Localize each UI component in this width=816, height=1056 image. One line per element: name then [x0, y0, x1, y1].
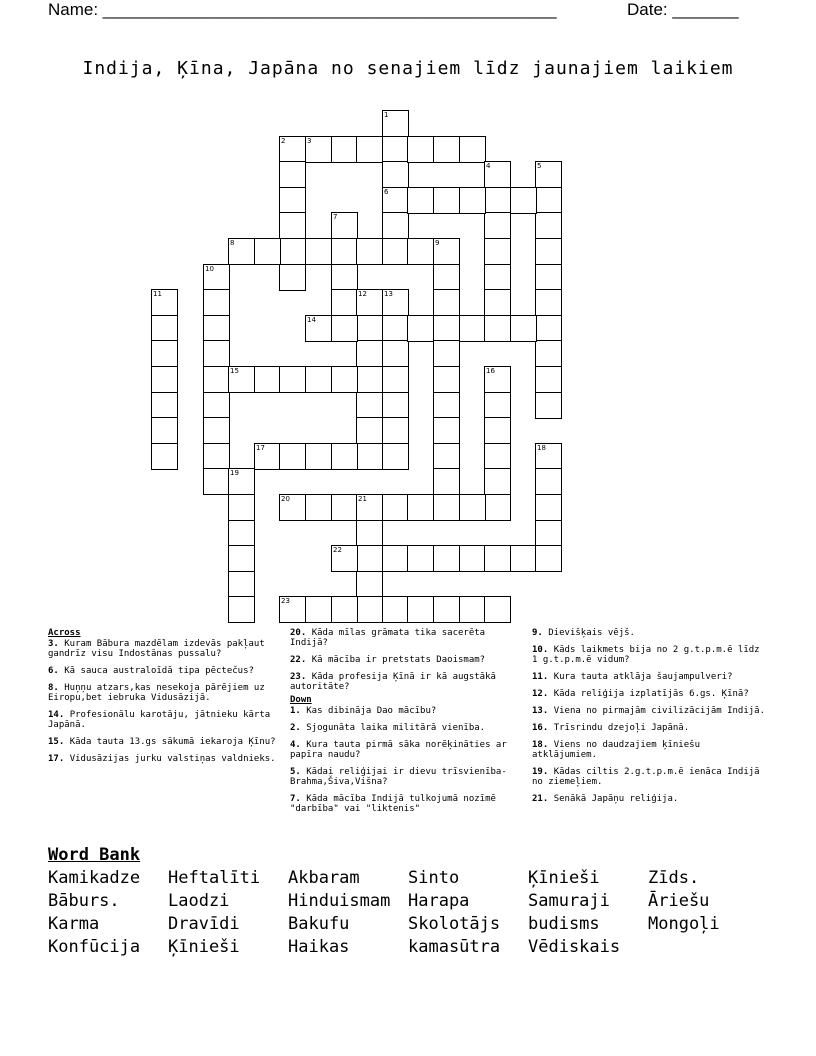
clue-across-8: 8. Huņņu atzars,kas nesekoja pārējiem uz Eiropu,bet iebruka Vidusāzijā. — [48, 683, 265, 703]
name-field[interactable]: Name: ________________________________________________ — [48, 0, 557, 19]
clue-number: 15 — [230, 367, 239, 375]
grid-cell[interactable] — [203, 264, 230, 291]
word-bank-word: Dravīdi — [168, 914, 240, 934]
grid-cell[interactable] — [382, 315, 409, 342]
clue-number: 10 — [205, 265, 214, 273]
grid-cell[interactable] — [484, 315, 511, 342]
grid-cell[interactable] — [279, 136, 306, 163]
grid-cell[interactable] — [279, 238, 306, 265]
grid-cell[interactable] — [356, 315, 383, 342]
grid-cell[interactable] — [151, 289, 178, 316]
grid-cell[interactable] — [459, 315, 486, 342]
grid-cell[interactable] — [382, 443, 409, 470]
word-bank-word: Laodzi — [168, 891, 230, 911]
grid-cell[interactable] — [535, 238, 562, 265]
grid-cell[interactable] — [279, 366, 306, 393]
grid-cell[interactable] — [535, 187, 562, 214]
clue-down-13: 13. Viena no pirmajām civilizācijām Indijā. — [532, 706, 766, 716]
grid-cell[interactable] — [433, 417, 460, 444]
grid-cell[interactable] — [459, 494, 486, 521]
clue-number: 18 — [537, 444, 546, 452]
grid-cell[interactable] — [356, 340, 383, 367]
grid-cell[interactable] — [254, 238, 281, 265]
grid-cell[interactable] — [203, 468, 230, 495]
grid-cell[interactable] — [279, 596, 306, 623]
grid-cell[interactable] — [407, 187, 434, 214]
grid-cell[interactable] — [433, 187, 460, 214]
grid-cell[interactable] — [151, 443, 178, 470]
grid-cell[interactable] — [203, 392, 230, 419]
grid-cell[interactable] — [510, 315, 537, 342]
clue-number: 13 — [384, 290, 393, 298]
word-bank-word: Bakufu — [288, 914, 350, 934]
grid-cell[interactable] — [331, 212, 358, 239]
clue-number: 17 — [256, 444, 265, 452]
grid-cell[interactable] — [459, 545, 486, 572]
grid-cell[interactable] — [356, 520, 383, 547]
grid-cell[interactable] — [382, 417, 409, 444]
grid-cell[interactable] — [305, 238, 332, 265]
grid-cell[interactable] — [228, 468, 255, 495]
clue-across-15: 15. Kāda tauta 13.gs sākumā iekaroja Ķīnu? — [48, 737, 276, 747]
grid-cell[interactable] — [228, 571, 255, 598]
grid-cell[interactable] — [279, 494, 306, 521]
grid-cell[interactable] — [305, 494, 332, 521]
grid-cell[interactable] — [510, 187, 537, 214]
clue-across-6: 6. Kā sauca australoīdā tipa pēctečus? — [48, 666, 254, 676]
grid-cell[interactable] — [433, 264, 460, 291]
grid-cell[interactable] — [433, 596, 460, 623]
grid-cell[interactable] — [228, 596, 255, 623]
grid-cell[interactable] — [382, 392, 409, 419]
grid-cell[interactable] — [484, 468, 511, 495]
word-bank-word: Konfūcija — [48, 937, 141, 957]
grid-cell[interactable] — [382, 340, 409, 367]
grid-cell[interactable] — [331, 289, 358, 316]
grid-cell[interactable] — [407, 136, 434, 163]
grid-cell[interactable] — [305, 443, 332, 470]
grid-cell[interactable] — [279, 212, 306, 239]
grid-cell[interactable] — [382, 238, 409, 265]
grid-cell[interactable] — [535, 212, 562, 239]
grid-cell[interactable] — [228, 366, 255, 393]
clue-down-21: 21. Senākā Japāņu reliģija. — [532, 794, 679, 804]
clue-number: 23 — [281, 597, 290, 605]
grid-cell[interactable] — [203, 340, 230, 367]
grid-cell[interactable] — [484, 161, 511, 188]
clue-across-17: 17. Vidusāzijas jurku valstiņas valdnieks. — [48, 754, 276, 764]
grid-cell[interactable] — [407, 545, 434, 572]
grid-cell[interactable] — [356, 417, 383, 444]
grid-cell[interactable] — [203, 443, 230, 470]
date-field[interactable]: Date: _______ — [627, 0, 739, 19]
grid-cell[interactable] — [254, 366, 281, 393]
grid-cell[interactable] — [382, 136, 409, 163]
grid-cell[interactable] — [433, 238, 460, 265]
grid-cell[interactable] — [279, 443, 306, 470]
word-bank-word: budisms — [528, 914, 600, 934]
grid-cell[interactable] — [535, 520, 562, 547]
grid-cell[interactable] — [433, 136, 460, 163]
word-bank-word: Samuraji — [528, 891, 610, 911]
grid-cell[interactable] — [382, 366, 409, 393]
word-bank-word: Kamikadze — [48, 868, 141, 888]
grid-cell[interactable] — [484, 366, 511, 393]
grid-cell[interactable] — [151, 366, 178, 393]
grid-cell[interactable] — [203, 417, 230, 444]
clue-down-5: 5. Kādai reliģijai ir dievu trīsvienība-Brahma,Šiva,Višna? — [290, 767, 507, 787]
grid-cell[interactable] — [356, 392, 383, 419]
grid-cell[interactable] — [535, 289, 562, 316]
clue-across-14: 14. Profesionālu karotāju, jātnieku kārta Japānā. — [48, 710, 271, 730]
grid-cell[interactable] — [331, 443, 358, 470]
clue-across-23: 23. Kāda profesija Ķīnā ir kā augstākā autoritāte? — [290, 672, 496, 692]
clue-across-22: 22. Kā mācība ir pretstats Daoismam? — [290, 655, 486, 665]
across-heading: Across — [48, 628, 81, 638]
word-bank-word: Zīds. — [648, 868, 700, 888]
word-bank-word: Karma — [48, 914, 100, 934]
grid-cell[interactable] — [433, 315, 460, 342]
grid-cell[interactable] — [535, 545, 562, 572]
grid-cell[interactable] — [305, 315, 332, 342]
grid-cell[interactable] — [331, 545, 358, 572]
word-bank-word: kamasūtra — [408, 937, 501, 957]
clue-down-1: 1. Kas dibināja Dao mācību? — [290, 706, 437, 716]
clue-number: 11 — [153, 290, 162, 298]
grid-cell[interactable] — [356, 494, 383, 521]
grid-cell[interactable] — [459, 187, 486, 214]
clue-down-18: 18. Viens no daudzajiem ķīniešu atklājumiem. — [532, 740, 700, 760]
clue-number: 20 — [281, 495, 290, 503]
clue-down-16: 16. Trīsrindu dzejoļi Japānā. — [532, 723, 690, 733]
word-bank-title: Word Bank — [48, 845, 141, 865]
grid-cell[interactable] — [203, 315, 230, 342]
clue-down-11: 11. Kura tauta atklāja šaujampulveri? — [532, 672, 733, 682]
grid-cell[interactable] — [484, 187, 511, 214]
grid-cell[interactable] — [535, 264, 562, 291]
grid-cell[interactable] — [433, 366, 460, 393]
grid-cell[interactable] — [305, 136, 332, 163]
grid-cell[interactable] — [279, 187, 306, 214]
clue-number: 12 — [358, 290, 367, 298]
grid-cell[interactable] — [331, 596, 358, 623]
grid-cell[interactable] — [331, 366, 358, 393]
grid-cell[interactable] — [356, 366, 383, 393]
grid-cell[interactable] — [356, 443, 383, 470]
grid-cell[interactable] — [484, 545, 511, 572]
grid-cell[interactable] — [382, 161, 409, 188]
grid-cell[interactable] — [356, 238, 383, 265]
clue-down-7: 7. Kāda mācība Indijā tulkojumā nozīmē "darbība" vai "liktenis" — [290, 794, 496, 814]
word-bank-row — [48, 868, 768, 891]
grid-cell[interactable] — [433, 494, 460, 521]
grid-cell[interactable] — [203, 289, 230, 316]
clues-column-3 — [532, 628, 768, 811]
grid-cell[interactable] — [228, 520, 255, 547]
clue-number: 8 — [230, 239, 235, 247]
grid-cell[interactable] — [433, 443, 460, 470]
word-bank-word: Āriešu — [648, 891, 710, 911]
grid-cell[interactable] — [433, 392, 460, 419]
grid-cell[interactable] — [407, 238, 434, 265]
clue-number: 22 — [333, 546, 342, 554]
clue-number: 19 — [230, 469, 239, 477]
word-bank-word: Ķīnieši — [528, 868, 600, 888]
word-bank-word: Heftalīti — [168, 868, 261, 888]
clue-number: 4 — [486, 162, 491, 170]
clue-down-10: 10. Kāds laikmets bija no 2 g.t.p.m.ē līdz 1 g.t.p.m.ē vidum? — [532, 645, 760, 665]
clue-across-20: 20. Kāda mīlas grāmata tika sacerēta Indijā? — [290, 628, 486, 648]
grid-cell[interactable] — [433, 289, 460, 316]
grid-cell[interactable] — [484, 289, 511, 316]
grid-cell[interactable] — [433, 468, 460, 495]
grid-cell[interactable] — [382, 212, 409, 239]
grid-cell[interactable] — [433, 340, 460, 367]
grid-cell[interactable] — [484, 264, 511, 291]
grid-cell[interactable] — [382, 289, 409, 316]
grid-cell[interactable] — [356, 136, 383, 163]
clues-column-2 — [290, 628, 526, 821]
grid-cell[interactable] — [305, 366, 332, 393]
grid-cell[interactable] — [484, 238, 511, 265]
grid-cell[interactable] — [203, 366, 230, 393]
clue-down-19: 19. Kādas ciltis 2.g.t.p.m.ē ienāca Indijā no ziemeļiem. — [532, 767, 760, 787]
grid-cell[interactable] — [535, 443, 562, 470]
grid-cell[interactable] — [151, 315, 178, 342]
grid-cell[interactable] — [433, 545, 460, 572]
grid-cell[interactable] — [356, 289, 383, 316]
clue-down-12: 12. Kāda reliģija izplatījās 6.gs. Ķīnā? — [532, 689, 749, 699]
grid-cell[interactable] — [228, 494, 255, 521]
grid-cell[interactable] — [228, 545, 255, 572]
grid-cell[interactable] — [305, 596, 332, 623]
grid-cell[interactable] — [382, 494, 409, 521]
grid-cell[interactable] — [279, 264, 306, 291]
word-bank — [48, 868, 768, 960]
grid-cell[interactable] — [382, 187, 409, 214]
grid-cell[interactable] — [484, 494, 511, 521]
clue-number: 1 — [384, 111, 389, 119]
grid-cell[interactable] — [510, 545, 537, 572]
clue-number: 9 — [435, 239, 440, 247]
word-bank-word: Skolotājs — [408, 914, 501, 934]
grid-cell[interactable] — [535, 366, 562, 393]
grid-cell[interactable] — [382, 596, 409, 623]
word-bank-row — [48, 914, 768, 937]
clue-number: 14 — [307, 316, 316, 324]
grid-cell[interactable] — [228, 238, 255, 265]
grid-cell[interactable] — [459, 136, 486, 163]
grid-cell[interactable] — [535, 392, 562, 419]
grid-cell[interactable] — [535, 494, 562, 521]
clue-number: 16 — [486, 367, 495, 375]
clue-down-4: 4. Kura tauta pirmā sāka norēķināties ar papīra naudu? — [290, 740, 507, 760]
clue-down-2: 2. Sjogunāta laika militārā vienība. — [290, 723, 486, 733]
word-bank-word: Ķīnieši — [168, 937, 240, 957]
grid-cell[interactable] — [356, 571, 383, 598]
grid-cell[interactable] — [407, 596, 434, 623]
grid-cell[interactable] — [484, 417, 511, 444]
clue-number: 5 — [537, 162, 542, 170]
grid-cell[interactable] — [535, 340, 562, 367]
grid-cell[interactable] — [331, 238, 358, 265]
word-bank-word: Mongoļi — [648, 914, 720, 934]
word-bank-word: Hinduismam — [288, 891, 391, 911]
clue-number: 7 — [333, 213, 338, 221]
grid-cell[interactable] — [535, 161, 562, 188]
grid-cell[interactable] — [407, 315, 434, 342]
grid-cell[interactable] — [484, 443, 511, 470]
word-bank-word: Akbaram — [288, 868, 360, 888]
clue-number: 21 — [358, 495, 367, 503]
word-bank-word: Bāburs. — [48, 891, 120, 911]
grid-cell[interactable] — [535, 315, 562, 342]
clues-column-1 — [48, 628, 280, 771]
grid-cell[interactable] — [382, 545, 409, 572]
word-bank-row — [48, 891, 768, 914]
grid-cell[interactable] — [151, 392, 178, 419]
word-bank-word: Vēdiskais — [528, 937, 621, 957]
word-bank-word: Sinto — [408, 868, 460, 888]
clue-number: 6 — [384, 188, 389, 196]
clue-number: 2 — [281, 137, 286, 145]
grid-cell[interactable] — [484, 596, 511, 623]
grid-cell[interactable] — [459, 596, 486, 623]
grid-cell[interactable] — [484, 392, 511, 419]
grid-cell[interactable] — [331, 494, 358, 521]
grid-cell[interactable] — [382, 110, 409, 137]
grid-cell[interactable] — [331, 136, 358, 163]
word-bank-word: Harapa — [408, 891, 470, 911]
down-heading: Down — [290, 695, 312, 705]
grid-cell[interactable] — [484, 212, 511, 239]
grid-cell[interactable] — [356, 596, 383, 623]
grid-cell[interactable] — [331, 264, 358, 291]
word-bank-row — [48, 937, 768, 960]
clue-down-9: 9. Dievišķais vējš. — [532, 628, 635, 638]
grid-cell[interactable] — [331, 315, 358, 342]
grid-cell[interactable] — [407, 494, 434, 521]
clue-number: 3 — [307, 137, 312, 145]
puzzle-title: Indija, Ķīna, Japāna no senajiem līdz jaunajiem laikiem — [82, 58, 734, 79]
grid-cell[interactable] — [151, 340, 178, 367]
grid-cell[interactable] — [356, 545, 383, 572]
clue-across-3: 3. Kuram Bābura mazdēlam izdevās pakļaut gandrīz visu Indostānas pussalu? — [48, 639, 265, 659]
word-bank-word: Haikas — [288, 937, 350, 957]
grid-cell[interactable] — [535, 468, 562, 495]
grid-cell[interactable] — [151, 417, 178, 444]
grid-cell[interactable] — [254, 443, 281, 470]
grid-cell[interactable] — [279, 161, 306, 188]
